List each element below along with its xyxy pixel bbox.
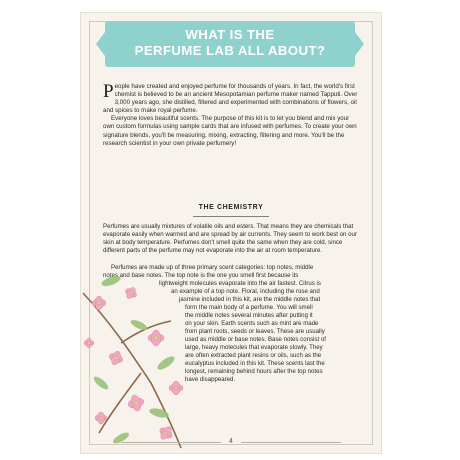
page-title <box>105 27 355 59</box>
text-line: form the main body of a perfume. You will smell <box>185 304 313 311</box>
branch <box>83 293 181 448</box>
title-banner <box>105 21 355 67</box>
text-line: an example of a top note. Floral, including the rose and <box>171 288 320 295</box>
chemistry-paragraph-1-block <box>103 223 361 255</box>
intro-paragraph-2: Everyone loves beautiful scents. The purpose of this kit is to let you blend and mix your own custom formulas using sample cards that are infused with perfumes. To create your own signature blends, you'll be measuring, mixing, extracting, filtering and more. You'll be the research scientist in your own private perfumery! <box>103 115 357 147</box>
dogwood-blossom-illustration <box>81 263 201 453</box>
section-heading: THE CHEMISTRY <box>198 204 264 211</box>
text-line: have disappeared. <box>185 376 236 383</box>
text-line: on your skin. Earth scents such as mint are made <box>185 320 319 327</box>
text-line: from plant roots, seeds or leaves. These are usually <box>185 328 325 335</box>
intro-paragraph-1-text: eople have created and enjoyed perfume for thousands of years. In fact, the world's first chemist is believed to be an ancient Mesopotamian perfume maker named Tapputi. Over 3,000 years ago, she distilled, filtered and experimented with combinations of flowers, oil and spices to make royal perfume. <box>103 83 358 115</box>
title-line-2: PERFUME LAB ALL ABOUT? <box>134 43 326 58</box>
text-line: longest, remaining behind hours after the top notes <box>185 368 323 375</box>
text-line: Perfumes are made up of three primary scent categories: top notes, middle <box>111 264 314 271</box>
chemistry-paragraph-1: Perfumes are usually mixtures of volatile oils and esters. That means they are chemicals that evaporate easily when warmed and are spread by air currents. They seem to work best on our skin at body temperature. Perfumes don't smell quite the same when they are cold, since different parts of the perfume may not evaporate into the air at room temperature. <box>103 223 357 255</box>
text-line: are often extracted plant resins or oils, such as the <box>185 352 322 359</box>
text-line: lightweight molecules evaporate into the air fastest. Citrus is <box>159 280 321 287</box>
page-number: 4 <box>229 438 233 445</box>
book-page <box>80 12 382 454</box>
text-line: notes and base notes. The top note is the one you smell first because its <box>103 272 299 279</box>
section-divider <box>193 216 269 217</box>
drop-cap: P <box>103 81 114 102</box>
text-line: jasmine included in this kit, are the middle notes that <box>179 296 321 303</box>
text-line: large, heavy molecules that evaporate slowly. They <box>185 344 323 351</box>
text-line: used as middle or base notes. Base notes consist of <box>185 336 326 343</box>
intro-paragraph-1 <box>103 83 361 115</box>
title-line-1: WHAT IS THE <box>185 27 275 42</box>
text-line: eucalyptus included in this kit. These scents last the <box>185 360 325 367</box>
text-line: the middle notes several minutes after putting it <box>185 312 313 319</box>
intro-text <box>103 83 361 148</box>
